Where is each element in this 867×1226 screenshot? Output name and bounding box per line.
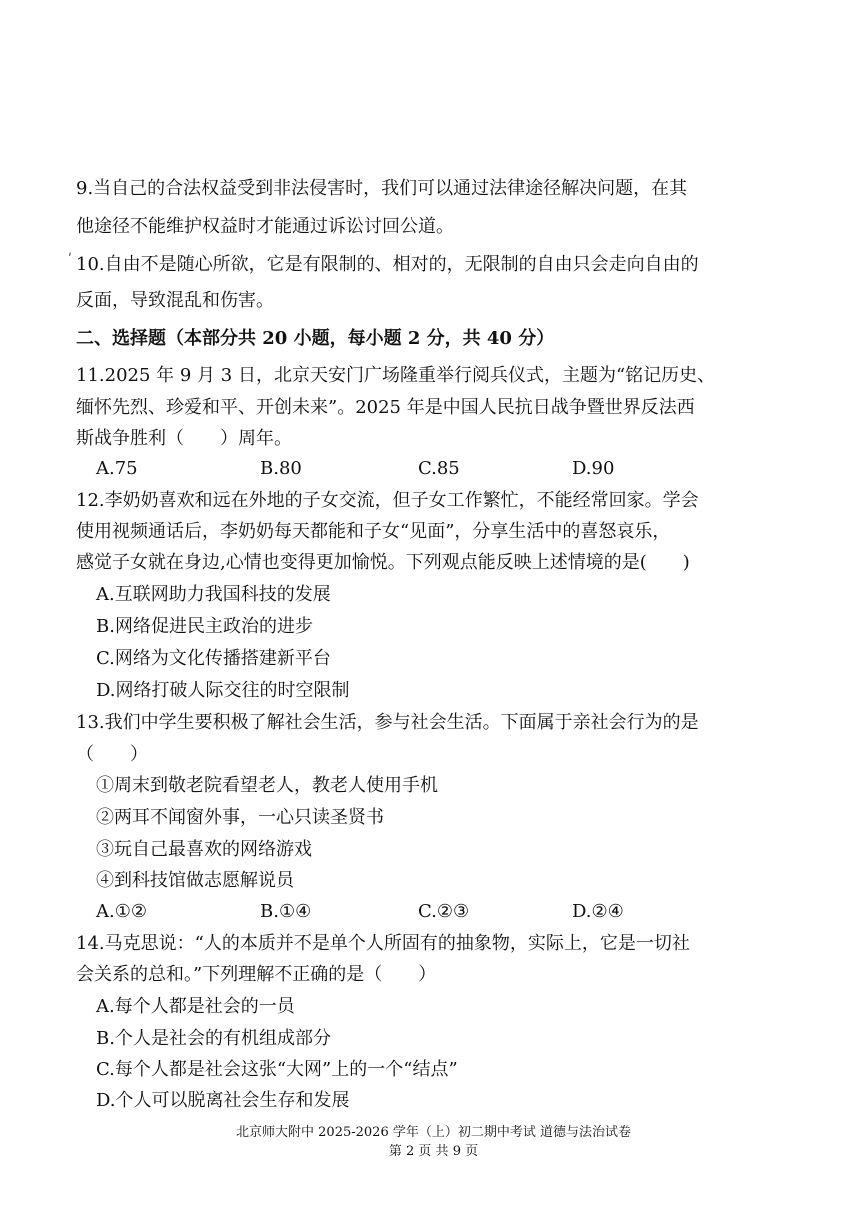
option-c: C.85 bbox=[418, 458, 460, 479]
question-12-line-3: 感觉子女就在身边,心情也变得更加愉悦。下列观点能反映上述情境的是( ) bbox=[76, 552, 690, 573]
question-11-line-2: 缅怀先烈、珍爱和平、开创未来”。2025 年是中国人民抗日战争暨世界反法西 bbox=[76, 397, 695, 418]
pen-mark-icon: ʹ bbox=[68, 252, 72, 268]
question-13-item-4: ④到科技馆做志愿解说员 bbox=[96, 870, 294, 891]
option-b: B.①④ bbox=[260, 901, 312, 922]
question-9-line-2: 他途径不能维护权益时才能通过诉讼讨回公道。 bbox=[76, 216, 454, 237]
question-14-option-c: C.每个人都是社会这张“大网”上的一个“结点” bbox=[96, 1059, 458, 1080]
question-12-line-2: 使用视频通话后，李奶奶每天都能和子女“见面”，分享生活中的喜怒哀乐， bbox=[76, 521, 671, 542]
question-13-item-1: ①周末到敬老院看望老人，教老人使用手机 bbox=[96, 775, 438, 796]
question-10-line-2: 反面，导致混乱和伤害。 bbox=[76, 290, 274, 311]
question-14-line-1: 14.马克思说：“人的本质并不是单个人所固有的抽象物，实际上，它是一切社 bbox=[76, 933, 690, 954]
question-13-options bbox=[96, 901, 736, 923]
question-11-line-3: 斯战争胜利（ ）周年。 bbox=[76, 428, 292, 449]
question-13-item-3: ③玩自己最喜欢的网络游戏 bbox=[96, 839, 312, 860]
section-2-heading: 二、选择题（本部分共 20 小题，每小题 2 分，共 40 分） bbox=[76, 328, 555, 349]
question-14-option-b: B.个人是社会的有机组成部分 bbox=[96, 1028, 331, 1049]
question-12-option-a: A.互联网助力我国科技的发展 bbox=[96, 584, 331, 605]
question-10-line-1: 10.自由不是随心所欲，它是有限制的、相对的，无限制的自由只会走向自由的 bbox=[76, 254, 699, 275]
question-14-line-2: 会关系的总和。”下列理解不正确的是（ ） bbox=[76, 964, 437, 985]
question-12-option-b: B.网络促进民主政治的进步 bbox=[96, 616, 313, 637]
question-9-line-1: 9.当自己的合法权益受到非法侵害时，我们可以通过法律途径解决问题，在其 bbox=[76, 178, 688, 199]
question-11-options bbox=[96, 458, 736, 480]
option-c: C.②③ bbox=[418, 901, 470, 922]
question-12-option-c: C.网络为文化传播搭建新平台 bbox=[96, 648, 331, 669]
page-number: 第 2 页 共 9 页 bbox=[388, 1144, 479, 1159]
question-12-line-1: 12.李奶奶喜欢和远在外地的子女交流，但子女工作繁忙，不能经常回家。学会 bbox=[76, 490, 699, 511]
question-11-line-1: 11.2025 年 9 月 3 日，北京天安门广场隆重举行阅兵仪式，主题为“铭记历史、 bbox=[76, 365, 716, 386]
option-b: B.80 bbox=[260, 458, 302, 479]
question-12-option-d: D.网络打破人际交往的时空限制 bbox=[96, 680, 350, 701]
question-14-option-a: A.每个人都是社会的一员 bbox=[96, 996, 295, 1017]
page-footer-title: 北京师大附中 2025-2026 学年（上）初二期中考试 道德与法治试卷 bbox=[236, 1125, 631, 1140]
option-d: D.90 bbox=[572, 458, 615, 479]
option-a: A.75 bbox=[96, 458, 138, 479]
question-13-item-2: ②两耳不闻窗外事，一心只读圣贤书 bbox=[96, 807, 384, 828]
option-d: D.②④ bbox=[572, 901, 624, 922]
question-13-line-2: （ ） bbox=[76, 744, 148, 765]
option-a: A.①② bbox=[96, 901, 147, 922]
question-14-option-d: D.个人可以脱离社会生存和发展 bbox=[96, 1090, 350, 1111]
question-13-line-1: 13.我们中学生要积极了解社会生活，参与社会生活。下面属于亲社会行为的是 bbox=[76, 712, 699, 733]
